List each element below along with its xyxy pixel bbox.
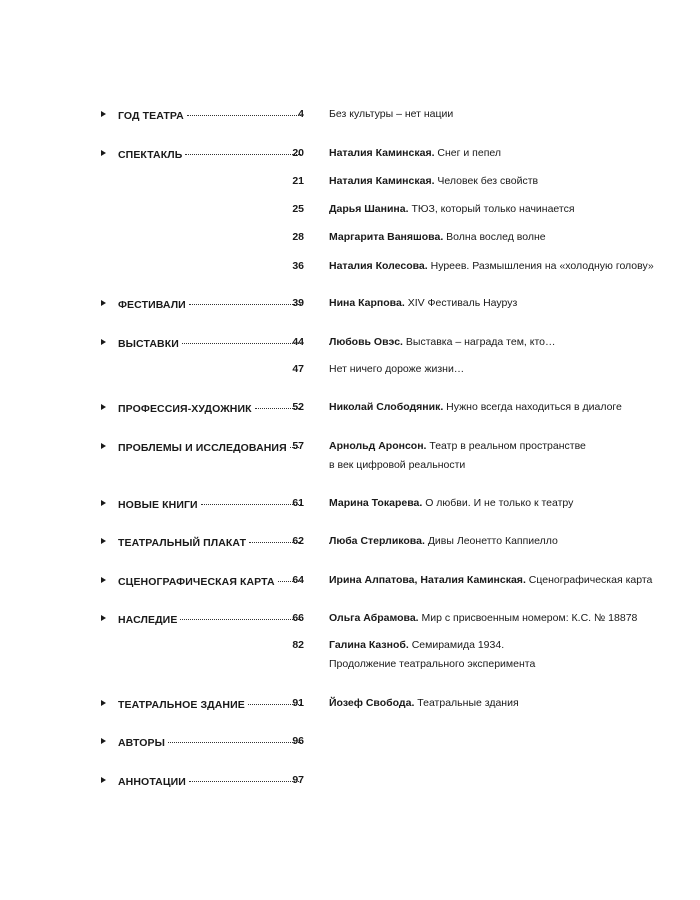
toc-row bbox=[0, 572, 700, 588]
article-entry bbox=[329, 495, 669, 511]
page-number: 96 bbox=[292, 735, 304, 747]
section-title: ГОД ТЕАТРА bbox=[118, 110, 184, 122]
toc-row bbox=[0, 438, 700, 454]
page-number: 66 bbox=[292, 612, 304, 624]
article-title: Снег и пепел bbox=[437, 147, 502, 159]
section-title: АННОТАЦИИ bbox=[118, 776, 186, 788]
page-number: 39 bbox=[292, 297, 304, 309]
author-separator: . bbox=[415, 612, 422, 624]
section-title: АВТОРЫ bbox=[118, 737, 165, 749]
toc-row bbox=[0, 495, 700, 511]
author-separator: . bbox=[440, 401, 447, 413]
article-entry bbox=[329, 295, 669, 311]
section-title: ТЕАТРАЛЬНОЕ ЗДАНИЕ bbox=[118, 699, 245, 711]
section-title: СПЕКТАКЛЬ bbox=[118, 149, 183, 161]
page-number: 28 bbox=[292, 231, 304, 243]
toc-row bbox=[0, 399, 700, 415]
author-separator: . bbox=[424, 260, 431, 272]
article-author: Люба Стерликова bbox=[329, 535, 422, 547]
triangle-bullet-icon bbox=[101, 443, 106, 449]
section-title: СЦЕНОГРАФИЧЕСКАЯ КАРТА bbox=[118, 576, 275, 588]
triangle-bullet-icon bbox=[101, 700, 106, 706]
toc-row bbox=[0, 457, 700, 473]
page-number: 52 bbox=[292, 401, 304, 413]
toc-row bbox=[0, 145, 700, 161]
toc-row bbox=[0, 637, 700, 653]
article-title: Нужно всегда находиться в диалоге bbox=[446, 401, 622, 413]
page-number: 61 bbox=[292, 497, 304, 509]
page-number: 97 bbox=[292, 774, 304, 786]
article-title: Мир с присвоенным номером: К.С. № 18878 bbox=[421, 612, 638, 624]
article-entry bbox=[329, 438, 669, 454]
article-title: Нет ничего дороже жизни… bbox=[329, 363, 465, 375]
article-author: Наталия Колесова bbox=[329, 260, 425, 272]
author-separator: . bbox=[400, 336, 406, 348]
article-entry bbox=[329, 229, 669, 245]
author-separator: . bbox=[440, 231, 447, 243]
article-author: Йозеф Свобода bbox=[329, 697, 412, 709]
article-entry bbox=[329, 572, 669, 588]
article-title: Театр в реальном пространстве bbox=[429, 440, 586, 452]
page-number: 44 bbox=[292, 336, 304, 348]
triangle-bullet-icon bbox=[101, 738, 106, 744]
author-separator: . bbox=[431, 147, 438, 159]
article-entry bbox=[329, 399, 669, 415]
page-number: 47 bbox=[292, 363, 304, 375]
article-entry bbox=[329, 334, 669, 350]
author-separator: . bbox=[522, 574, 529, 586]
article-author: Дарья Шанина bbox=[329, 203, 406, 215]
article-entry bbox=[329, 610, 669, 626]
author-separator: . bbox=[401, 297, 408, 309]
page-number: 64 bbox=[292, 574, 304, 586]
triangle-bullet-icon bbox=[101, 500, 106, 506]
article-title: Продолжение театрального эксперимента bbox=[329, 658, 536, 670]
article-author: Наталия Каминская bbox=[329, 175, 432, 187]
author-separator: . bbox=[411, 697, 418, 709]
toc-row bbox=[0, 610, 700, 626]
article-title: Сценографическая карта bbox=[528, 574, 653, 586]
page-number: 36 bbox=[292, 260, 304, 272]
article-title: Дивы Леонетто Каппиелло bbox=[427, 535, 558, 547]
triangle-bullet-icon bbox=[101, 404, 106, 410]
section-title: ФЕСТИВАЛИ bbox=[118, 299, 186, 311]
article-title: Без культуры – нет нации bbox=[329, 108, 454, 120]
triangle-bullet-icon bbox=[101, 300, 106, 306]
author-separator: . bbox=[405, 203, 412, 215]
article-entry bbox=[329, 258, 669, 274]
article-author: Галина Казноб bbox=[329, 639, 406, 651]
section-title: ПРОФЕССИЯ-ХУДОЖНИК bbox=[118, 403, 252, 415]
toc-row bbox=[0, 695, 700, 711]
author-separator: . bbox=[405, 639, 412, 651]
article-entry bbox=[329, 106, 669, 122]
triangle-bullet-icon bbox=[101, 339, 106, 345]
triangle-bullet-icon bbox=[101, 777, 106, 783]
article-author: Марина Токарева bbox=[329, 497, 420, 509]
toc-row bbox=[0, 334, 700, 350]
article-entry bbox=[329, 533, 669, 549]
toc-row bbox=[0, 229, 700, 245]
page-number: 20 bbox=[292, 147, 304, 159]
article-title: Выставка – награда тем, кто… bbox=[405, 336, 556, 348]
article-title: Волна вослед волне bbox=[446, 231, 546, 243]
article-title: Нуреев. Размышления на «холодную голову» bbox=[430, 260, 654, 272]
article-author: Наталия Каминская bbox=[329, 147, 432, 159]
page-number: 21 bbox=[292, 175, 304, 187]
article-title: Человек без свойств bbox=[437, 175, 539, 187]
triangle-bullet-icon bbox=[101, 577, 106, 583]
toc-row bbox=[0, 295, 700, 311]
article-author: Нина Карпова bbox=[329, 297, 402, 309]
article-entry bbox=[329, 637, 669, 653]
toc-row bbox=[0, 656, 700, 672]
section-title: ТЕАТРАЛЬНЫЙ ПЛАКАТ bbox=[118, 537, 247, 549]
triangle-bullet-icon bbox=[101, 150, 106, 156]
article-title: ТЮЗ, который только начинается bbox=[411, 203, 575, 215]
toc-row bbox=[0, 772, 700, 788]
page-number: 25 bbox=[292, 203, 304, 215]
article-author: Маргарита Ваняшова bbox=[329, 231, 441, 243]
section-title: НОВЫЕ КНИГИ bbox=[118, 499, 198, 511]
triangle-bullet-icon bbox=[101, 538, 106, 544]
article-title: Театральные здания bbox=[417, 697, 519, 709]
page-number: 91 bbox=[292, 697, 304, 709]
article-entry bbox=[329, 201, 669, 217]
section-title: НАСЛЕДИЕ bbox=[118, 614, 178, 626]
section-title: ПРОБЛЕМЫ И ИССЛЕДОВАНИЯ bbox=[118, 442, 287, 454]
article-title: Семирамида 1934. bbox=[411, 639, 505, 651]
toc-row bbox=[0, 533, 700, 549]
article-entry bbox=[329, 361, 669, 377]
author-separator: . bbox=[423, 440, 430, 452]
article-entry bbox=[329, 173, 669, 189]
author-separator: . bbox=[421, 535, 428, 547]
article-entry bbox=[329, 656, 669, 672]
article-entry bbox=[329, 457, 669, 473]
triangle-bullet-icon bbox=[101, 111, 106, 117]
article-author: Ольга Абрамова bbox=[329, 612, 416, 624]
article-author: Арнольд Аронсон bbox=[329, 440, 424, 452]
article-author: Николай Слободяник bbox=[329, 401, 441, 413]
page-number: 62 bbox=[292, 535, 304, 547]
author-separator: . bbox=[431, 175, 438, 187]
article-title: XIV Фестиваль Науруз bbox=[407, 297, 518, 309]
article-title: О любви. И не только к театру bbox=[425, 497, 574, 509]
toc-row bbox=[0, 258, 700, 274]
article-author: Любовь Овэс bbox=[329, 336, 401, 348]
toc-row bbox=[0, 361, 700, 377]
page-number: 57 bbox=[292, 440, 304, 452]
author-separator: . bbox=[419, 497, 426, 509]
page-number: 4 bbox=[298, 108, 304, 120]
toc-row bbox=[0, 106, 700, 122]
article-title: в век цифровой реальности bbox=[329, 459, 466, 471]
toc-row bbox=[0, 201, 700, 217]
triangle-bullet-icon bbox=[101, 615, 106, 621]
section-title: ВЫСТАВКИ bbox=[118, 338, 179, 350]
page-number: 82 bbox=[292, 639, 304, 651]
toc-row bbox=[0, 173, 700, 189]
article-entry bbox=[329, 145, 669, 161]
toc-row bbox=[0, 733, 700, 749]
article-entry bbox=[329, 695, 669, 711]
article-author: Ирина Алпатова, Наталия Каминская bbox=[329, 574, 523, 586]
